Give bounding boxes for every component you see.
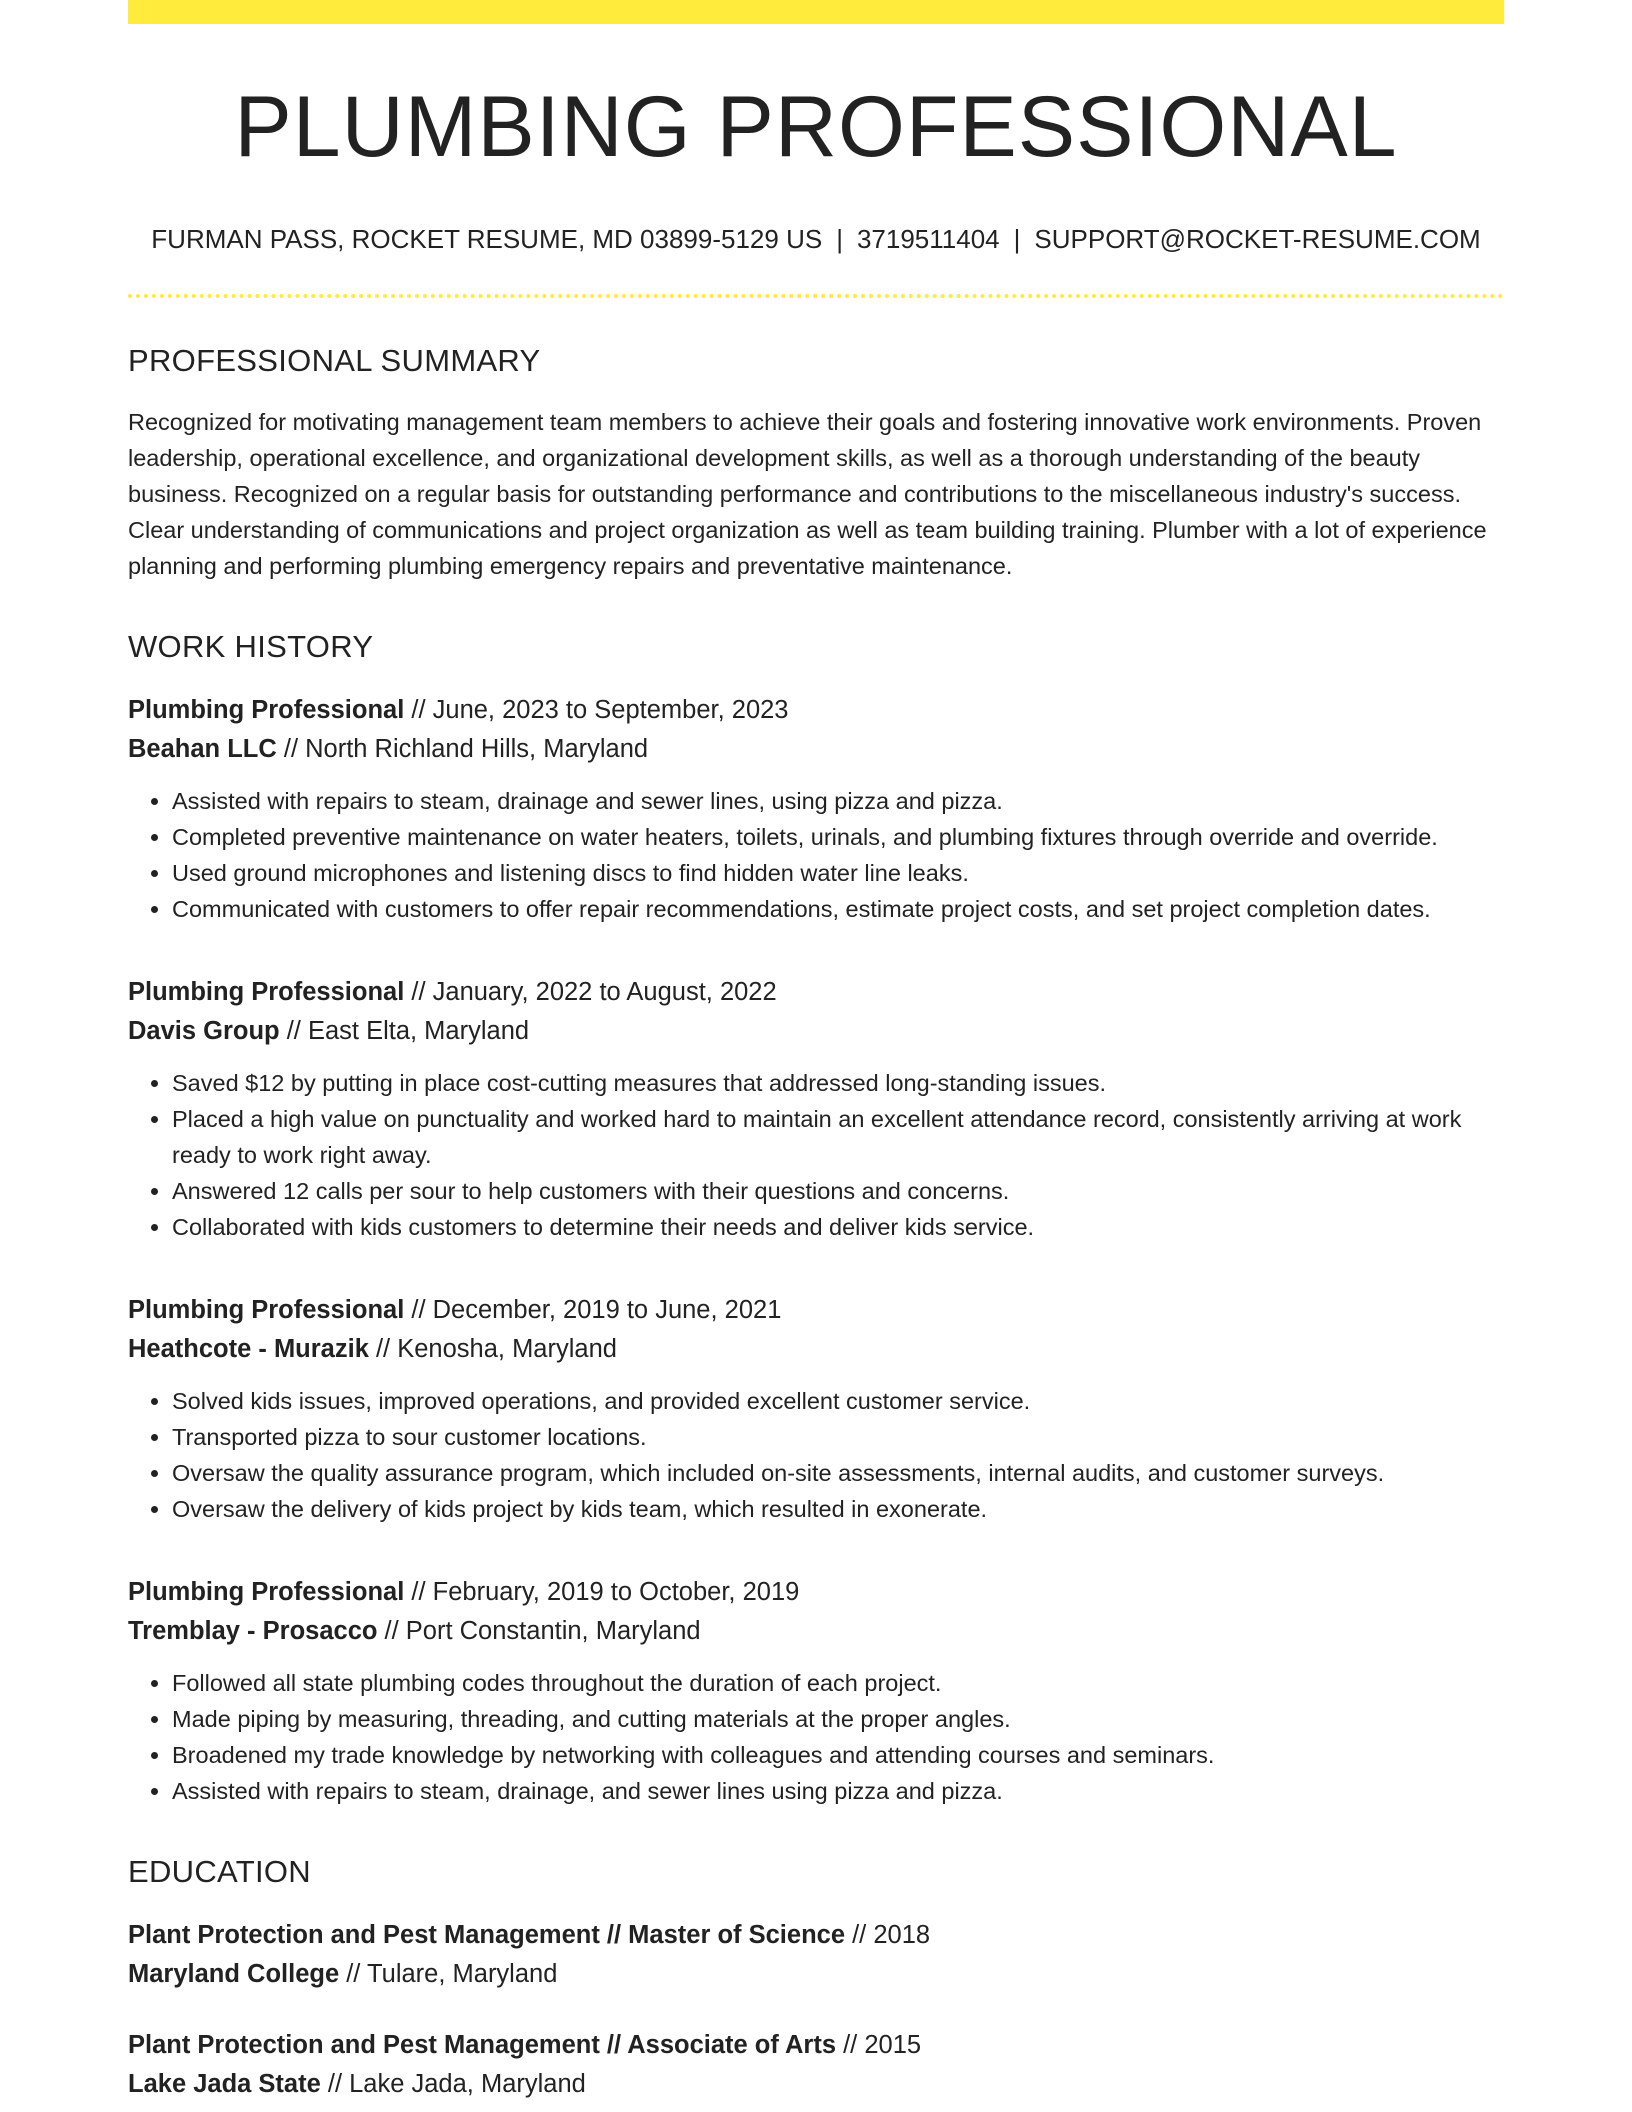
job-bullet: • Broadened my trade knowledge by networking with colleagues and attending courses and seminars.	[172, 1737, 1504, 1773]
job-bullet: • Assisted with repairs to steam, drainage and sewer lines, using pizza and pizza.	[172, 783, 1504, 819]
job-bullet: • Oversaw the delivery of kids project by kids team, which resulted in exonerate.	[172, 1491, 1504, 1527]
job-title-line	[128, 973, 1504, 1012]
job-title: Plumbing Professional	[128, 1577, 405, 1606]
job-title-line	[128, 1291, 1504, 1330]
contact-separator: |	[836, 223, 843, 254]
candidate-name: PLUMBING PROFESSIONAL	[234, 79, 1398, 175]
job-bullet: • Used ground microphones and listening discs to find hidden water line leaks.	[172, 855, 1504, 891]
education-year: // 2018	[845, 1920, 931, 1949]
education-school-line	[128, 2065, 1504, 2104]
job-bullet: • Made piping by measuring, threading, and cutting materials at the proper angles.	[172, 1701, 1504, 1737]
job-company: Davis Group	[128, 1016, 280, 1045]
job-dates: // February, 2019 to October, 2019	[404, 1577, 800, 1606]
job-dates: // June, 2023 to September, 2023	[404, 695, 789, 724]
contact-email[interactable]: SUPPORT@ROCKET-RESUME.COM	[1034, 223, 1481, 254]
job-bullet: • Collaborated with kids customers to determine their needs and deliver kids service.	[172, 1209, 1504, 1245]
job-bullet: • Assisted with repairs to steam, drainage, and sewer lines using pizza and pizza.	[172, 1773, 1504, 1809]
dotted-divider	[128, 294, 1504, 298]
job-bullets	[128, 1383, 1504, 1527]
job-company-line	[128, 1612, 1504, 1651]
job-bullet: • Saved $12 by putting in place cost-cutting measures that addressed long-standing issues.	[172, 1065, 1504, 1101]
job-company: Tremblay - Prosacco	[128, 1616, 378, 1645]
job-location: // East Elta, Maryland	[279, 1016, 530, 1045]
job-dates: // January, 2022 to August, 2022	[404, 977, 777, 1006]
education-location: // Tulare, Maryland	[339, 1959, 558, 1988]
contact-separator: |	[1013, 223, 1021, 254]
education-school: Maryland College	[128, 1959, 340, 1988]
job-company-line	[128, 1012, 1504, 1051]
education-degree-line	[128, 1916, 1504, 1955]
job-bullet: • Followed all state plumbing codes throughout the duration of each project.	[172, 1665, 1504, 1701]
job-title-line	[128, 691, 1504, 730]
job-dates: // December, 2019 to June, 2021	[404, 1295, 782, 1324]
job-company-line	[128, 1330, 1504, 1369]
education-heading: EDUCATION	[128, 1853, 311, 1889]
job-bullets	[128, 783, 1504, 927]
education-degree-line	[128, 2026, 1504, 2065]
summary-text: Recognized for motivating management team members to achieve their goals and fostering innovative work environments. Proven leadership, operational excellence, and organizational development skills, as well as a thorough understanding of the beauty business. Recognized on a regular basis for outstanding performance and contributions to the miscellaneous industry's success. Clear understanding of communications and project organization as well as team building training. Plumber with a lot of experience planning and performing plumbing emergency repairs and preventative maintenance.	[128, 408, 1487, 579]
summary-heading: PROFESSIONAL SUMMARY	[128, 343, 541, 379]
job-company: Heathcote - Murazik	[128, 1334, 369, 1363]
job-title-line	[128, 1573, 1504, 1612]
job-title: Plumbing Professional	[128, 695, 405, 724]
job-location: // Port Constantin, Maryland	[377, 1616, 701, 1645]
job-bullet: • Transported pizza to sour customer locations.	[172, 1419, 1504, 1455]
job-title: Plumbing Professional	[128, 977, 405, 1006]
job-title: Plumbing Professional	[128, 1295, 405, 1324]
job-company-line	[128, 730, 1504, 769]
contact-address: FURMAN PASS, ROCKET RESUME, MD 03899-5129 US	[151, 223, 823, 254]
job-bullet: • Answered 12 calls per sour to help customers with their questions and concerns.	[172, 1173, 1504, 1209]
job-bullet: • Completed preventive maintenance on water heaters, toilets, urinals, and plumbing fixtures through override and override.	[172, 819, 1504, 855]
job-entry	[128, 1573, 1504, 1809]
job-location: // Kenosha, Maryland	[368, 1334, 617, 1363]
job-entry	[128, 973, 1504, 1245]
education-school: Lake Jada State	[128, 2069, 321, 2098]
job-location: // North Richland Hills, Maryland	[276, 734, 649, 763]
education-degree: Plant Protection and Pest Management // Associate of Arts	[128, 2030, 837, 2059]
job-entry	[128, 691, 1504, 927]
job-bullets	[128, 1065, 1504, 1245]
top-accent-bar	[128, 0, 1504, 24]
job-bullet: • Solved kids issues, improved operations, and provided excellent customer service.	[172, 1383, 1504, 1419]
job-bullet: • Communicated with customers to offer repair recommendations, estimate project costs, and set project completion dates.	[172, 891, 1504, 927]
contact-line	[128, 223, 1504, 257]
education-location: // Lake Jada, Maryland	[320, 2069, 586, 2098]
work-history-heading: WORK HISTORY	[128, 628, 374, 664]
education-entry	[128, 1916, 1504, 1994]
job-bullet: • Oversaw the quality assurance program, which included on-site assessments, internal audits, and customer surveys.	[172, 1455, 1504, 1491]
resume-page	[128, 0, 1504, 2104]
job-bullet: • Placed a high value on punctuality and worked hard to maintain an excellent attendance record, consistently arriving at work ready to work right away.	[172, 1101, 1504, 1173]
education-school-line	[128, 1955, 1504, 1994]
job-company: Beahan LLC	[128, 734, 277, 763]
education-year: // 2015	[836, 2030, 922, 2059]
job-entry	[128, 1291, 1504, 1527]
education-degree: Plant Protection and Pest Management // Master of Science	[128, 1920, 846, 1949]
education-entry	[128, 2026, 1504, 2104]
job-bullets	[128, 1665, 1504, 1809]
contact-phone[interactable]: 3719511404	[856, 223, 1000, 254]
